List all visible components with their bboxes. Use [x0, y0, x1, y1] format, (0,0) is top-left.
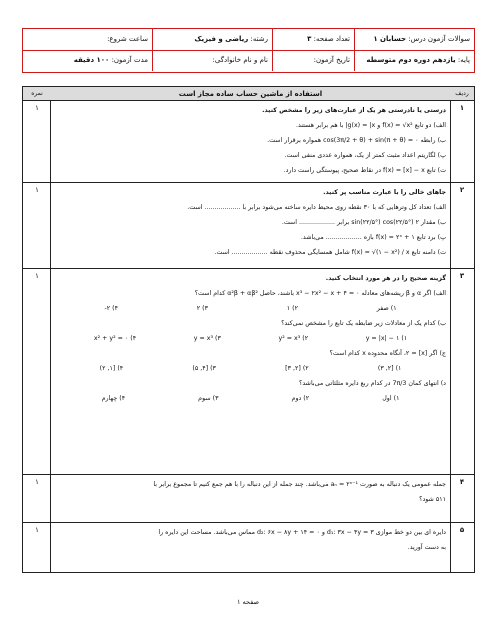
option: ۴) چهارم — [101, 395, 126, 402]
question-text: ت) دامنه تابع f(x) = √(۱ − x²) / x شامل همسایگی محذوف نقطه .................. است. — [214, 249, 446, 256]
question-text: ج) اگر [x] = ۲، آنگاه محدوده x کدام است؟ — [329, 350, 446, 357]
pages-count: ۳ — [307, 35, 312, 43]
question-text: ت) تابع f(x) = [x] − x در نقاط صحیح، پیوستگی راست دارد. — [283, 167, 446, 174]
question-text: گزینه صحیح را در هر مورد انتخاب کنید. — [325, 275, 446, 282]
name-cell: نام و نام خانوادگی: — [152, 50, 272, 71]
field-cell: رشته: ریاضی و فیزیک — [152, 29, 272, 50]
option: ۲) y² = x³ — [278, 335, 309, 342]
question-score: ۱ — [35, 478, 39, 486]
page-number: صفحه ۱ — [236, 598, 260, 606]
question-text: الف) تعداد کل وترهایی که با ۳۰ نقطه روی محیط دایره ساخته می‌شود برابر با .................. است. — [187, 204, 446, 211]
option: ۲) دوم — [291, 395, 310, 402]
question-text: د) انتهای کمان 7π/3 در کدام ربع دایره مثلثاتی می‌باشد؟ — [299, 380, 446, 387]
question-row-2 — [23, 183, 474, 269]
question-row-1 — [23, 101, 474, 183]
question-number: ۲ — [459, 186, 465, 194]
question-text: ب) مقدار ۲ sin(۲۲/۵°) cos(۲۲/۵°) برابر .................. است. — [281, 219, 446, 226]
question-text: درستی یا نادرستی هر یک از عبارت‌های زیر را مشخص کنید. — [262, 107, 446, 114]
exam-header — [22, 28, 475, 73]
option: ۴) [۱, ۲) — [99, 365, 124, 372]
question-text: الف) اگر α و β ریشه‌های معادله x³ − ۲x² − x + ۴ = ۰ باشند، حاصل α²β + αβ² کدام است؟ — [194, 290, 446, 297]
option: ۳) [۴, ۵) — [192, 365, 216, 372]
question-body — [55, 477, 446, 507]
option: ۴) ۲- — [104, 305, 118, 312]
pages-cell: تعداد صفحه: ۳ — [272, 29, 354, 50]
radif-header: ردیف — [455, 90, 469, 97]
question-row-5 — [23, 523, 474, 572]
question-number: ۴ — [459, 478, 465, 486]
options-d — [55, 391, 446, 406]
question-text: ب) رابطه cos(3π/2 + θ) + sin(π + θ) = ۰ همواره برقرار است. — [267, 137, 446, 144]
option: ۳) y = x³ — [193, 335, 221, 342]
question-body — [55, 525, 446, 555]
question-text: ۵۱۱ شود؟ — [419, 496, 446, 503]
grade-value: یازدهم دوره دوم متوسطه — [366, 56, 456, 64]
start-time-cell: ساعت شروع: — [107, 35, 148, 43]
options-c — [55, 361, 446, 376]
question-text: به دست آورید. — [407, 544, 446, 551]
duration-cell: مدت آزمون: ۱۰۰ دقیقه — [73, 56, 148, 64]
question-text: پ) برد تابع f(x) = ۲ˣ + ۱ بازه .................. می‌باشد. — [300, 234, 446, 241]
question-text: جمله عمومی یک دنباله به صورت aₙ = ۲ⁿ⁻¹ می‌باشد. چند جمله از این دنباله را با هم جمع کنیم تا مجموع برابر با — [153, 481, 446, 488]
question-text: الف) دو تابع f(x) = √x² و g(x) = |x| با هم برابر هستند. — [295, 122, 446, 129]
options-a — [55, 301, 446, 316]
calculator-note: استفاده از ماشین حساب ساده مجاز است — [178, 90, 323, 98]
duration-value: ۱۰۰ دقیقه — [73, 56, 110, 64]
question-table — [22, 86, 475, 573]
option: ۱) y = |x| − ۱ — [365, 335, 408, 342]
question-score: ۱ — [35, 272, 39, 280]
header-row-1 — [23, 29, 474, 51]
question-text: دایره ای بین دو خط موازی d₁: ۳x − ۴y = ۳ و d₂: ۶x − ۸y + ۱۴ = ۰ مماس می‌باشد. مساحت این دایره را — [158, 529, 446, 536]
question-body — [55, 103, 446, 178]
option: ۱) [۲, ۳) — [377, 365, 402, 372]
question-body — [55, 185, 446, 260]
date-cell: تاریخ آزمون: — [272, 50, 354, 71]
option: ۲) ۱ — [286, 305, 298, 312]
option: ۳) ۲ — [196, 305, 208, 312]
question-text: پ) لگاریتم اعداد مثبت کمتر از یک، همواره عددی منفی است. — [284, 152, 446, 159]
question-text: جاهای خالی را با عبارت مناسب پر کنید. — [323, 189, 446, 196]
question-row-4 — [23, 475, 474, 523]
table-header — [23, 87, 474, 101]
question-number: ۳ — [459, 272, 465, 280]
field-value: ریاضی و فیزیک — [194, 35, 249, 43]
score-header: نمره — [31, 90, 43, 97]
options-b — [55, 331, 446, 346]
option: ۴) x² + y² = ۰ — [93, 335, 137, 342]
question-score: ۱ — [35, 104, 39, 112]
header-row-2 — [23, 50, 474, 71]
question-text: ب) کدام یک از معادلات زیر ضابطه یک تابع را مشخص نمی‌کند؟ — [281, 320, 446, 327]
question-score: ۱ — [35, 526, 39, 534]
question-row-3 — [23, 269, 474, 475]
grade-cell: پایه: یازدهم دوره دوم متوسطه — [354, 50, 474, 71]
question-score: ۱ — [35, 186, 39, 194]
question-number: ۱ — [459, 104, 465, 112]
option: ۱) صفر — [376, 305, 397, 312]
option: ۱) اول — [382, 395, 400, 402]
question-body — [55, 271, 446, 406]
exam-title-cell: سوالات آزمون درس: حسابان ۱ — [354, 29, 474, 50]
option: ۲) [۲, ۳] — [285, 365, 309, 372]
exam-title: حسابان ۱ — [373, 35, 407, 43]
option: ۳) سوم — [198, 395, 219, 402]
question-number: ۵ — [459, 526, 465, 534]
